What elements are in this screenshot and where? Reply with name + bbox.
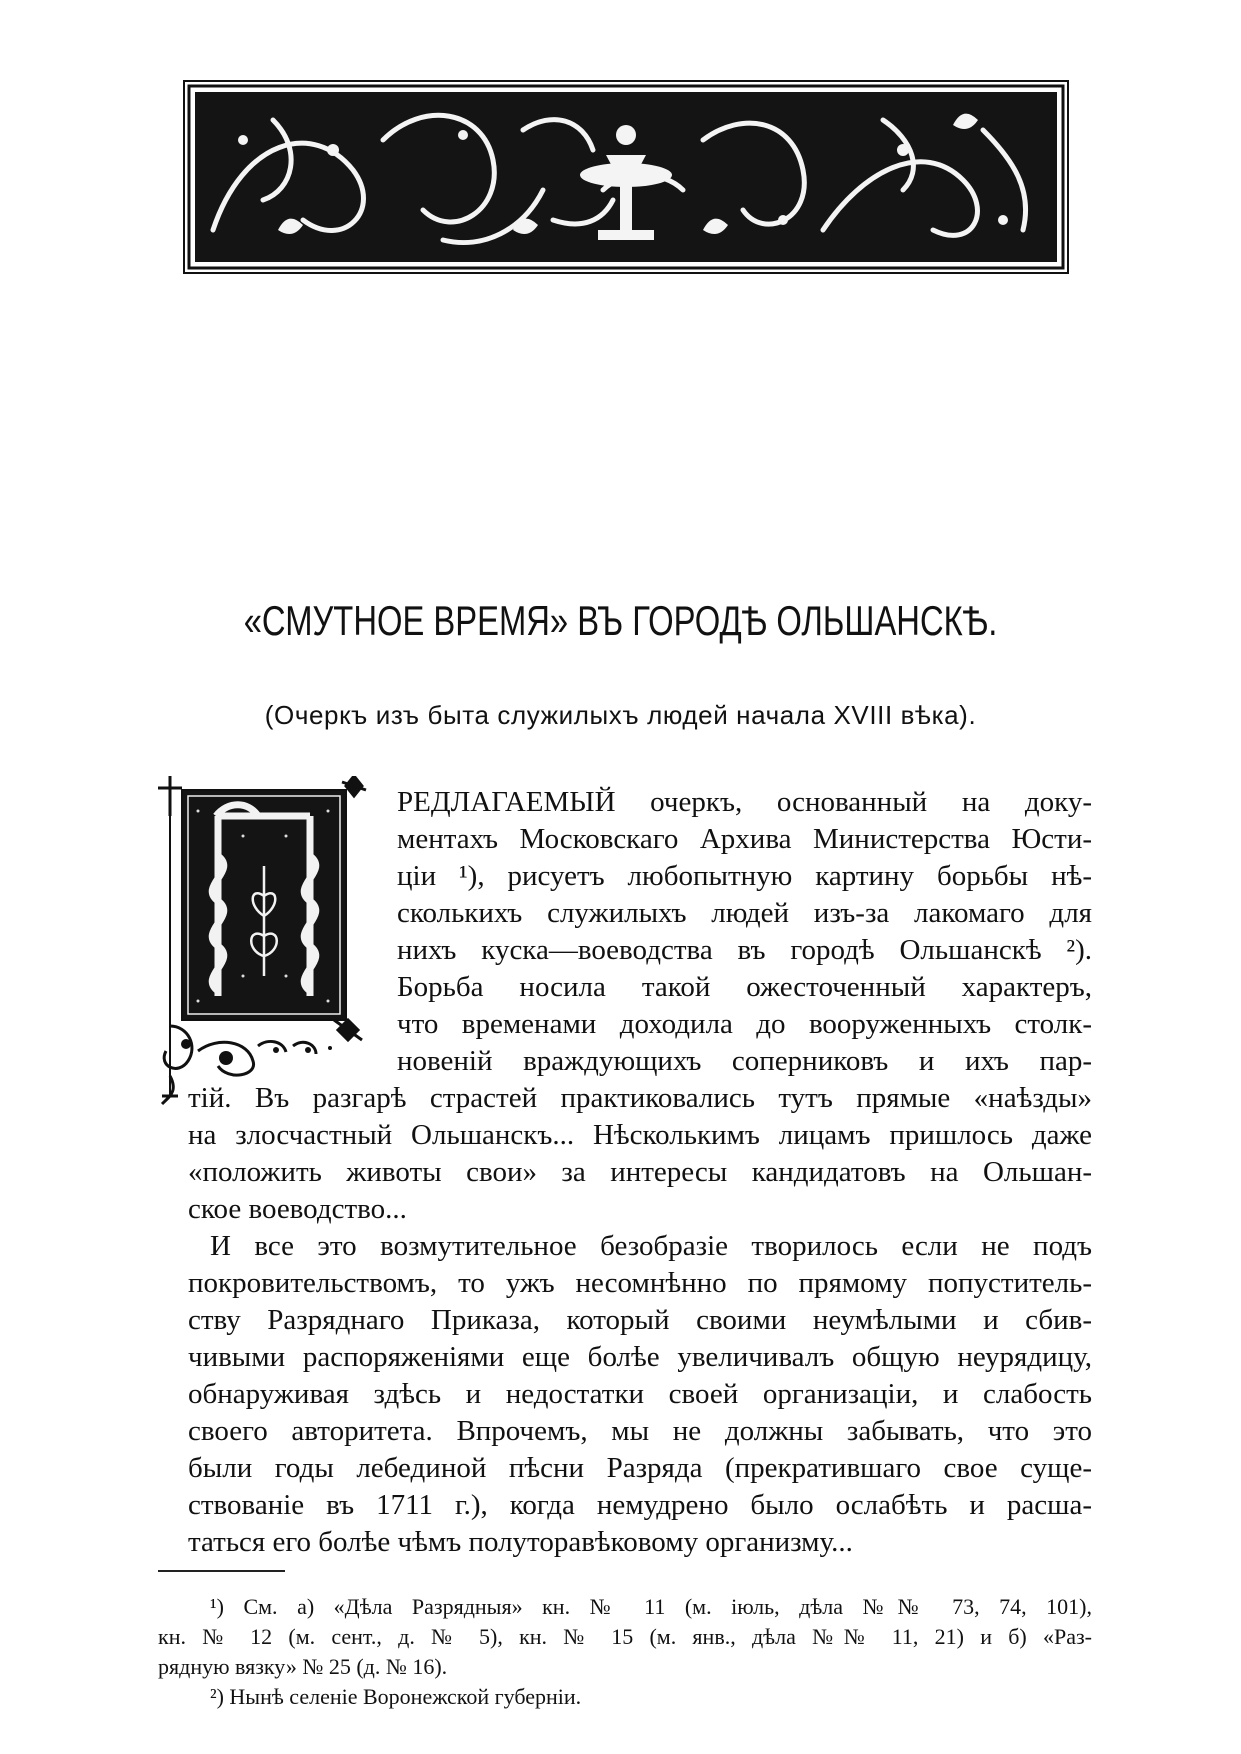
body-line-1: РЕДЛАГАЕМЫЙ очеркъ, основанный на доку- [397, 786, 1092, 818]
body-line-17: обнаруживая здѣсь и недостатки своей организаціи, и слабость [188, 1378, 1092, 1410]
body-line-9: тій. Въ разгарѣ страстей практиковались тутъ прямые «наѣзды» [188, 1082, 1092, 1114]
body-line-4: сколькихъ служилыхъ людей изъ-за лакомаго для [397, 897, 1092, 929]
body-line-6: Борьба носила такой ожесточенный характеръ, [397, 971, 1092, 1003]
body-line-12: ское воеводство... [188, 1193, 407, 1225]
article-title: «СМУТНОЕ ВРЕМЯ» ВЪ ГОРОДѢ ОЛЬШАНСКѢ. [243, 597, 998, 644]
body-line-5: нихъ куска—воеводства въ городѣ Ольшанскѣ ²). [397, 934, 1092, 966]
body-line-3: ціи ¹), рисуетъ любопытную картину борьбы нѣ- [397, 860, 1092, 892]
body-line-21: таться его болѣе чѣмъ полуторавѣковому организму... [188, 1526, 853, 1558]
body-line-2: ментахъ Московскаго Архива Министерства Юсти- [397, 823, 1092, 855]
body-line-19: были годы лебединой пѣсни Разряда (прекратившаго свое суще- [188, 1452, 1092, 1484]
body-line-18: своего авторитета. Впрочемъ, мы не должны забывать, что это [188, 1415, 1092, 1447]
footnote-separator [158, 1570, 285, 1572]
body-line-11: «положить животы свои» за интересы кандидатовъ на Ольшан- [188, 1156, 1092, 1188]
body-line-10: на злосчастный Ольшанскъ... Нѣсколькимъ лицамъ пришлось даже [188, 1119, 1092, 1151]
footnote-line-4: ²) Нынѣ селеніе Воронежской губерніи. [210, 1684, 582, 1709]
body-line-16: чивыми распоряженіями еще болѣе увеличивалъ общую неурядицу, [188, 1341, 1092, 1373]
body-line-7: что временами доходила до вооруженныхъ столк- [397, 1008, 1092, 1040]
footnote-line-2: кн. № 12 (м. сент., д. № 5), кн. № 15 (м. янв., дѣла №№ 11, 21) и б) «Раз- [158, 1624, 1092, 1649]
footnote-line-3: рядную вязку» № 25 (д. № 16). [158, 1654, 448, 1679]
body-line-8: новеній враждующихъ соперниковъ и ихъ пар- [397, 1045, 1092, 1077]
article-subtitle: (Очеркъ изъ быта служилыхъ людей начала XVIII вѣка). [264, 700, 977, 730]
body-line-20: ствованіе въ 1711 г.), когда немудрено было ослабѣть и расша- [188, 1489, 1092, 1521]
body-line-14: покровительствомъ, то ужъ несомнѣнно по прямому попуститель- [188, 1267, 1092, 1299]
footnote-line-1: ¹) См. а) «Дѣла Разрядныя» кн. № 11 (м. іюль, дѣла №№ 73, 74, 101), [210, 1594, 1092, 1619]
body-line-13: И все это возмутительное безобразіе творилось если не подъ [210, 1230, 1092, 1262]
body-line-15: ству Разряднаго Приказа, который своими неумѣлыми и сбив- [188, 1304, 1092, 1336]
ornamental-headpiece [183, 80, 1069, 274]
initial-letter-value: П [358, 796, 359, 797]
decorated-initial-letter [158, 776, 398, 1106]
